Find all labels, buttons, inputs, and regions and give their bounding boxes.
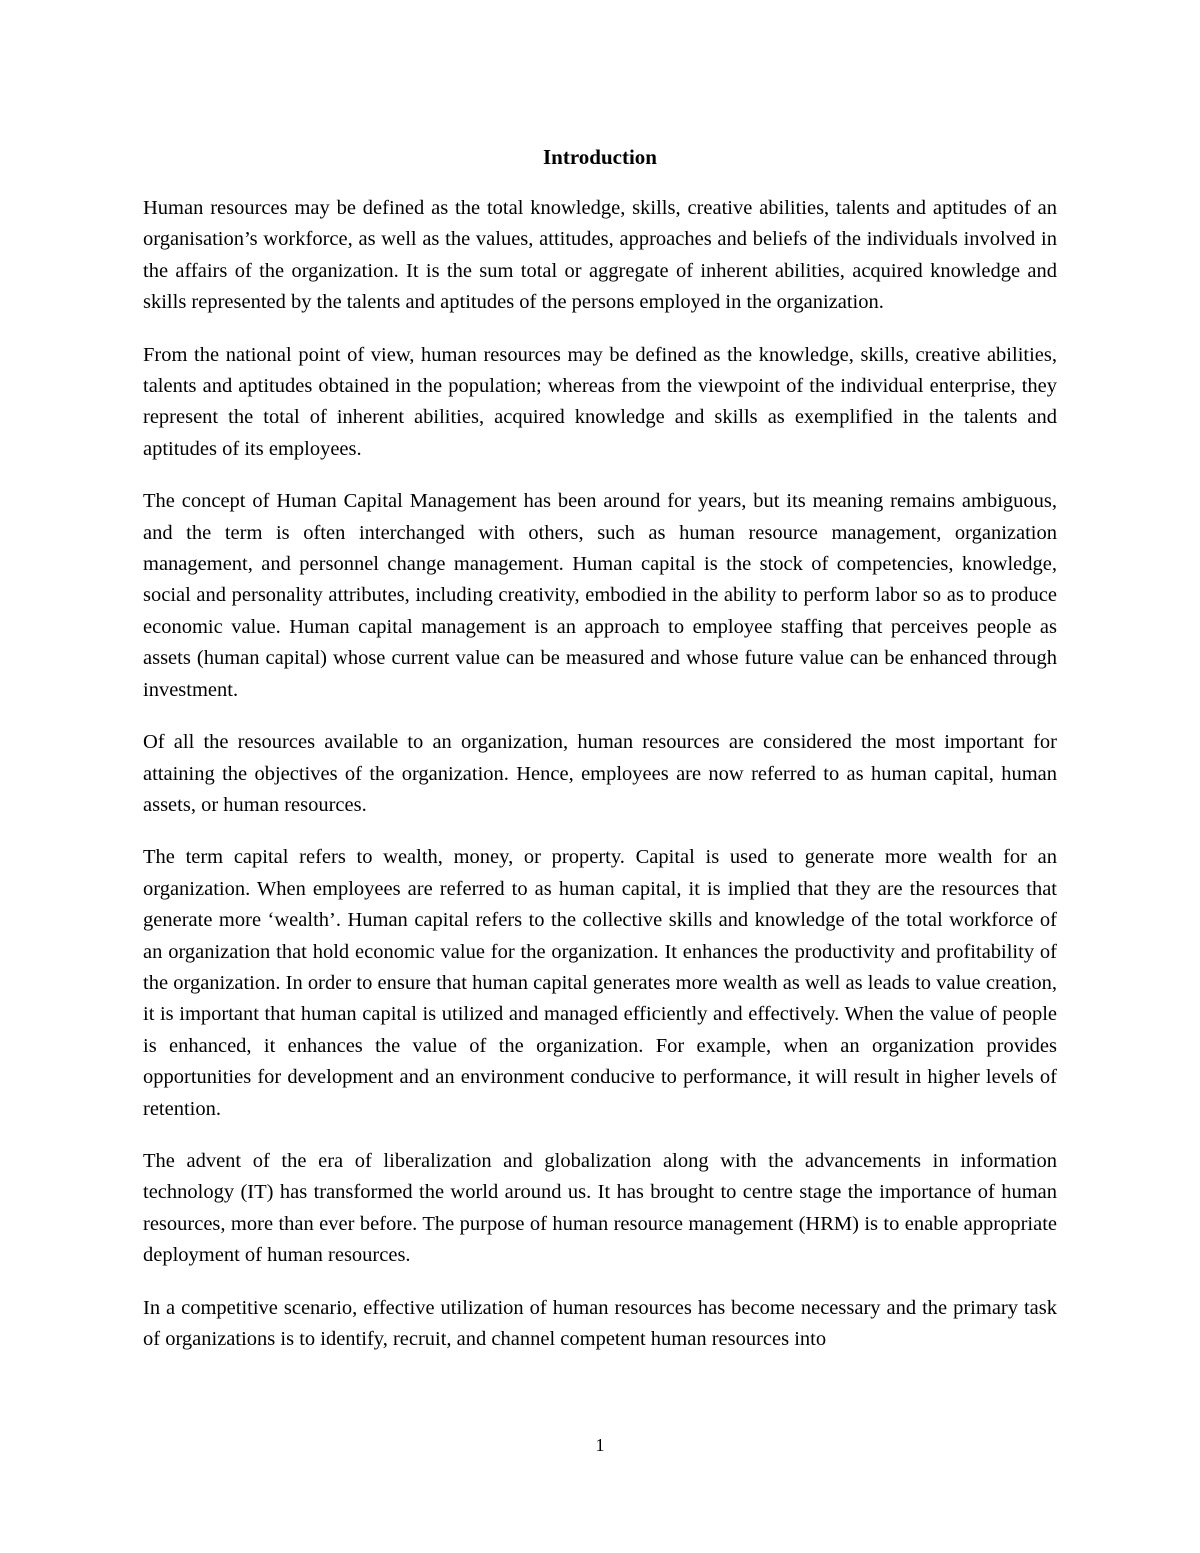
paragraph: The concept of Human Capital Management has been around for years, but its meaning remains ambiguous, and the term is often interchanged with others, such as human resource management, organization management, and personnel change management. Human capital is the stock of competencies, knowledge, social and personality attributes, including creativity, embodied in the ability to perform labor so as to produce economic value. Human capital management is an approach to employee staffing that perceives people as assets (human capital) whose current value can be measured and whose future value can be enhanced through investment.	[143, 490, 1057, 701]
page-number: 1	[595, 1435, 605, 1455]
paragraph: The term capital refers to wealth, money, or property. Capital is used to generate more wealth for an organization. When employees are referred to as human capital, it is implied that they are the resources that generate more ‘wealth’. Human capital refers to the collective skills and knowledge of the total workforce of an organization that hold economic value for the organization. It enhances the productivity and profitability of the organization. In order to ensure that human capital generates more wealth as well as leads to value creation, it is important that human capital is utilized and managed efficiently and effectively. When the value of people is enhanced, it enhances the value of the organization. For example, when an organization provides opportunities for development and an environment conducive to performance, it will result in higher levels of retention.	[143, 846, 1057, 1120]
page-title: Introduction	[543, 145, 657, 169]
paragraph: From the national point of view, human resources may be defined as the knowledge, skills, creative abilities, talents and aptitudes obtained in the population; whereas from the viewpoint of the individual enterprise, they represent the total of inherent abilities, acquired knowledge and skills as exemplified in the talents and aptitudes of its employees.	[143, 343, 1057, 460]
document-body	[143, 193, 1057, 1376]
paragraph: Human resources may be defined as the total knowledge, skills, creative abilities, talents and aptitudes of an organisation’s workforce, as well as the values, attitudes, approaches and beliefs of the individuals involved in the affairs of the organization. It is the sum total or aggregate of inherent abilities, acquired knowledge and skills represented by the talents and aptitudes of the persons employed in the organization.	[143, 197, 1057, 314]
paragraph: Of all the resources available to an organization, human resources are considered the most important for attaining the objectives of the organization. Hence, employees are now referred to as human capital, human assets, or human resources.	[143, 731, 1057, 816]
paragraph: The advent of the era of liberalization and globalization along with the advancements in information technology (IT) has transformed the world around us. It has brought to centre stage the importance of human resources, more than ever before. The purpose of human resource management (HRM) is to enable appropriate deployment of human resources.	[143, 1149, 1057, 1267]
paragraph: In a competitive scenario, effective utilization of human resources has become necessary and the primary task of organizations is to identify, recruit, and channel competent human resources into	[143, 1296, 1057, 1350]
